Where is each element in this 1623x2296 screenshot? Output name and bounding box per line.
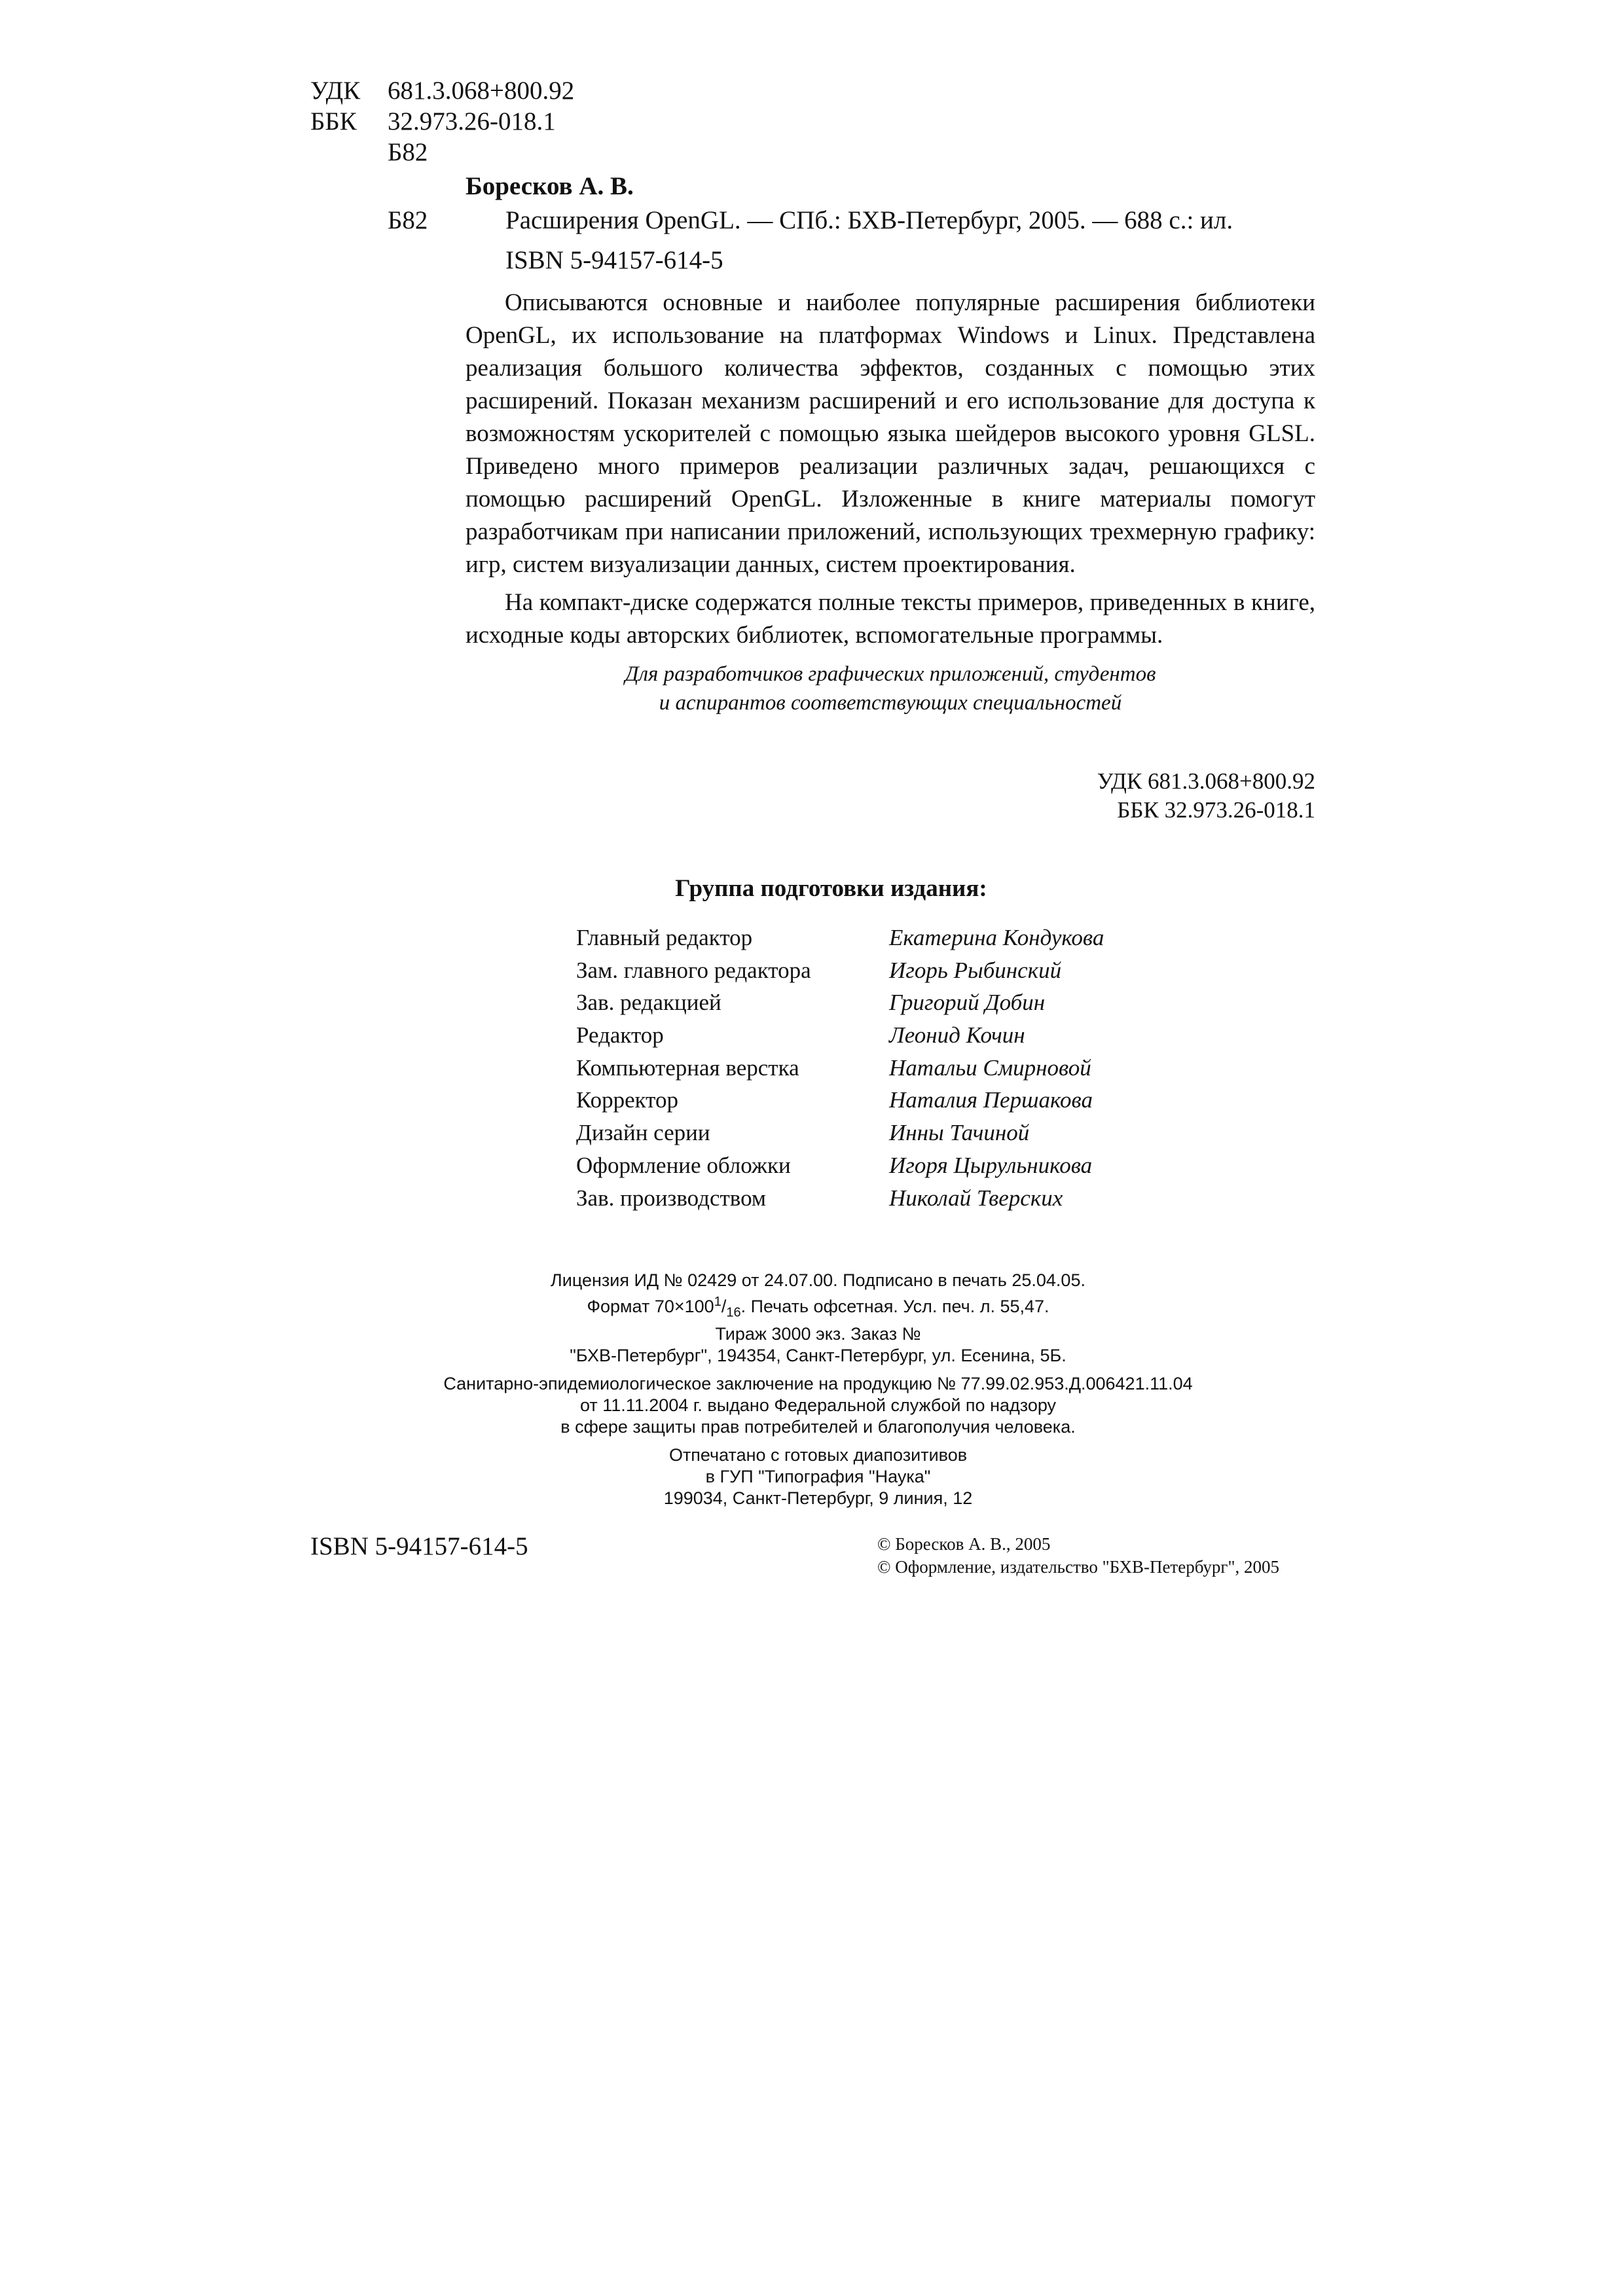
imprint-format <box>13 1291 1623 1323</box>
udk-code: УДК 681.3.068+800.92 <box>1097 768 1315 794</box>
imprint-publisher-address: "БХВ-Петербург", 194354, Санкт-Петербург, ул. Есенина, 5Б. <box>570 1346 1067 1366</box>
copyright-line: © Боресков А. В., 2005 <box>877 1534 1051 1554</box>
author-code: Б82 <box>388 138 428 166</box>
staff-role: Корректор <box>576 1087 679 1113</box>
abstract-paragraph: На компакт-диске содержатся полные тексты примеров, приведенных в книге, исходные коды авторских библиотек, вспомогательные программы. <box>465 589 1315 649</box>
udk-value: 681.3.068+800.92 <box>388 77 575 105</box>
copyright <box>877 1533 1279 1579</box>
staff-role: Зам. главного редактора <box>576 957 811 983</box>
staff-name: Николай Тверских <box>889 1185 1063 1211</box>
staff-name: Григорий Добин <box>889 990 1046 1016</box>
format-fraction-numerator: 1 <box>714 1295 721 1309</box>
abstract-paragraph: Описываются основные и наиболее популярные расширения библиотеки OpenGL, их использование на платформах Windows и Linux. Представлена реализация большого количества эффектов, созданных с помощью этих расширений. Показан механизм расширений и его использование для доступа к возможностям ускорителей с помощью языка шейдеров высокого уровня GLSL. Приведено много примеров реализации различных задач, решающихся с помощью расширений OpenGL. Изложенные в книге материалы помогут разработчикам при написании приложений, использующих трехмерную графику: игр, систем визуализации данных, систем проектирования. <box>465 289 1315 578</box>
staff-name: Екатерина Кондукова <box>889 925 1104 950</box>
imprint-printer-line: 199034, Санкт-Петербург, 9 линия, 12 <box>663 1488 973 1509</box>
staff-name: Игоря Цырульникова <box>889 1152 1093 1178</box>
format-fraction-denominator: 16 <box>726 1305 741 1320</box>
staff-role: Компьютерная верстка <box>576 1054 799 1081</box>
staff-role: Главный редактор <box>576 925 753 950</box>
audience-line: Для разработчиков графических приложений, студентов <box>625 662 1156 686</box>
bbk-label: ББК <box>310 107 357 135</box>
imprint-printer-block <box>13 1444 1623 1509</box>
staff-name: Инны Тачиной <box>889 1120 1030 1146</box>
audience-line: и аспирантов соответствующих специальностей <box>659 691 1122 715</box>
bbk-value: 32.973.26-018.1 <box>388 107 556 135</box>
imprint-license: Лицензия ИД № 02429 от 24.07.00. Подписано в печать 25.04.05. <box>551 1270 1085 1290</box>
imprint-sanitary-line: в сфере защиты прав потребителей и благополучия человека. <box>560 1417 1076 1437</box>
format-suffix: . Печать офсетная. Усл. печ. л. 55,47. <box>740 1297 1049 1316</box>
imprint-sanitary-line: Санитарно-эпидемиологическое заключение на продукцию № 77.99.02.953.Д.006421.11.04 <box>443 1374 1193 1394</box>
imprint-license-block <box>13 1270 1623 1367</box>
author-name: Боресков А. В. <box>465 172 634 200</box>
target-audience <box>465 660 1315 717</box>
imprint <box>0 1270 1623 1516</box>
abstract <box>465 287 1315 657</box>
imprint-sanitary-block <box>13 1373 1623 1438</box>
production-group-title: Группа подготовки издания: <box>675 875 987 902</box>
staff-name: Игорь Рыбинский <box>889 957 1062 983</box>
staff-role: Дизайн серии <box>576 1120 710 1146</box>
staff-name: Леонид Кочин <box>889 1022 1025 1049</box>
staff-name: Натальи Смирновой <box>889 1054 1091 1081</box>
udk-label: УДК <box>310 77 361 105</box>
imprint-printer-line: в ГУП "Типография "Наука" <box>705 1467 931 1487</box>
imprint-sanitary-line: от 11.11.2004 г. выдано Федеральной службой по надзору <box>579 1395 1057 1416</box>
bibliography-code: Б82 <box>388 206 428 234</box>
bbk-code: ББК 32.973.26-018.1 <box>1117 797 1315 823</box>
format-prefix: Формат 70×100 <box>587 1297 714 1316</box>
footer-isbn: ISBN 5-94157-614-5 <box>310 1532 528 1560</box>
classification-codes <box>1097 767 1315 825</box>
format-fraction-separator: / <box>721 1297 727 1316</box>
bibliography-record: Расширения OpenGL. — СПб.: БХВ-Петербург, 2005. — 688 с.: ил. <box>505 206 1233 234</box>
copyright-line: © Оформление, издательство "БХВ-Петербург", 2005 <box>877 1557 1280 1577</box>
imprint-printer-line: Отпечатано с готовых диапозитивов <box>668 1445 968 1465</box>
staff-role: Редактор <box>576 1022 664 1049</box>
staff-role: Оформление обложки <box>576 1152 791 1178</box>
imprint-print-run: Тираж 3000 экз. Заказ № <box>715 1324 921 1344</box>
staff-role: Зав. производством <box>576 1185 767 1211</box>
staff-role: Зав. редакцией <box>576 990 721 1016</box>
staff-name: Наталия Першакова <box>889 1087 1093 1113</box>
bibliography-isbn: ISBN 5-94157-614-5 <box>505 246 723 274</box>
